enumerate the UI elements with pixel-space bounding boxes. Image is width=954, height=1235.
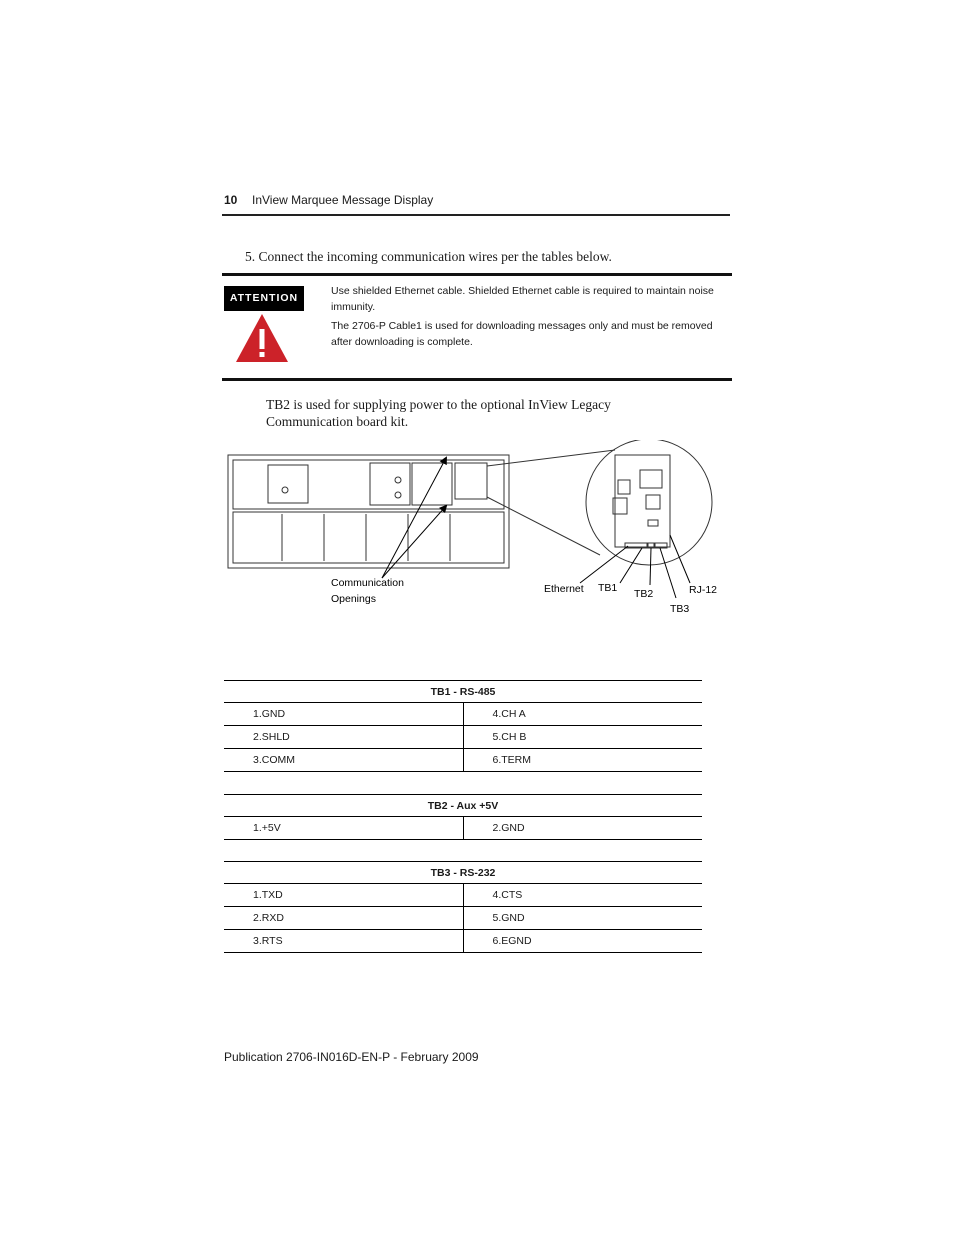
table-row bbox=[224, 930, 702, 953]
table-row bbox=[224, 884, 702, 907]
label-tb3: TB3 bbox=[670, 603, 690, 615]
attention-top-rule bbox=[222, 273, 732, 276]
pin-cell: 5.CH B bbox=[463, 726, 702, 749]
attention-paragraph-2: The 2706-P Cable1 is used for downloading messages only and must be removed after downloading is complete. bbox=[331, 320, 713, 348]
tb3-pinout-table bbox=[224, 861, 702, 953]
table-row bbox=[224, 703, 702, 726]
table-row bbox=[224, 817, 702, 840]
pin-cell: 5.GND bbox=[463, 907, 702, 930]
table-title: TB2 - Aux +5V bbox=[224, 795, 702, 817]
label-communication-openings-1: Communication bbox=[331, 577, 404, 589]
attention-badge: ATTENTION bbox=[224, 286, 304, 311]
zoom-callout-lines bbox=[487, 440, 712, 565]
pin-cell: 1.TXD bbox=[224, 884, 463, 907]
page-number: 10 bbox=[224, 193, 238, 207]
pin-cell: 2.SHLD bbox=[224, 726, 463, 749]
pin-cell: 6.TERM bbox=[463, 749, 702, 772]
step-instruction: 5. Connect the incoming communication wires per the tables below. bbox=[245, 249, 612, 264]
pin-cell: 6.EGND bbox=[463, 930, 702, 953]
attention-paragraph-1: Use shielded Ethernet cable. Shielded Ethernet cable is required to maintain noise immunity. bbox=[331, 285, 714, 313]
marquee-diagram bbox=[222, 440, 722, 620]
pin-cell: 2.GND bbox=[463, 817, 702, 840]
running-header-title: InView Marquee Message Display bbox=[252, 193, 434, 207]
tb2-note-paragraph: TB2 is used for supplying power to the optional InView Legacy Communication board kit. bbox=[266, 397, 611, 429]
callout-leader-lines bbox=[382, 458, 690, 598]
pin-cell: 4.CTS bbox=[463, 884, 702, 907]
publication-footer: Publication 2706-IN016D-EN-P - February 2009 bbox=[224, 1050, 479, 1064]
pin-cell: 2.RXD bbox=[224, 907, 463, 930]
tb1-pinout-table bbox=[224, 680, 702, 772]
pin-cell: 4.CH A bbox=[463, 703, 702, 726]
table-row bbox=[224, 749, 702, 772]
marquee-enclosure bbox=[228, 455, 509, 568]
table-row bbox=[224, 726, 702, 749]
pin-cell: 1.GND bbox=[224, 703, 463, 726]
tb2-pinout-table bbox=[224, 794, 702, 840]
label-rj12: RJ-12 bbox=[689, 584, 718, 596]
label-ethernet: Ethernet bbox=[544, 583, 584, 595]
pin-cell: 3.RTS bbox=[224, 930, 463, 953]
label-tb1: TB1 bbox=[598, 582, 618, 594]
board-detail bbox=[613, 455, 670, 548]
label-tb2: TB2 bbox=[634, 588, 654, 600]
table-row bbox=[224, 907, 702, 930]
label-communication-openings-2: Openings bbox=[331, 593, 376, 605]
warning-triangle-icon bbox=[234, 312, 290, 364]
pin-cell: 3.COMM bbox=[224, 749, 463, 772]
table-title: TB3 - RS-232 bbox=[224, 862, 702, 884]
header-rule bbox=[222, 214, 730, 216]
pin-cell: 1.+5V bbox=[224, 817, 463, 840]
table-title: TB1 - RS-485 bbox=[224, 681, 702, 703]
attention-bottom-rule bbox=[222, 378, 732, 381]
